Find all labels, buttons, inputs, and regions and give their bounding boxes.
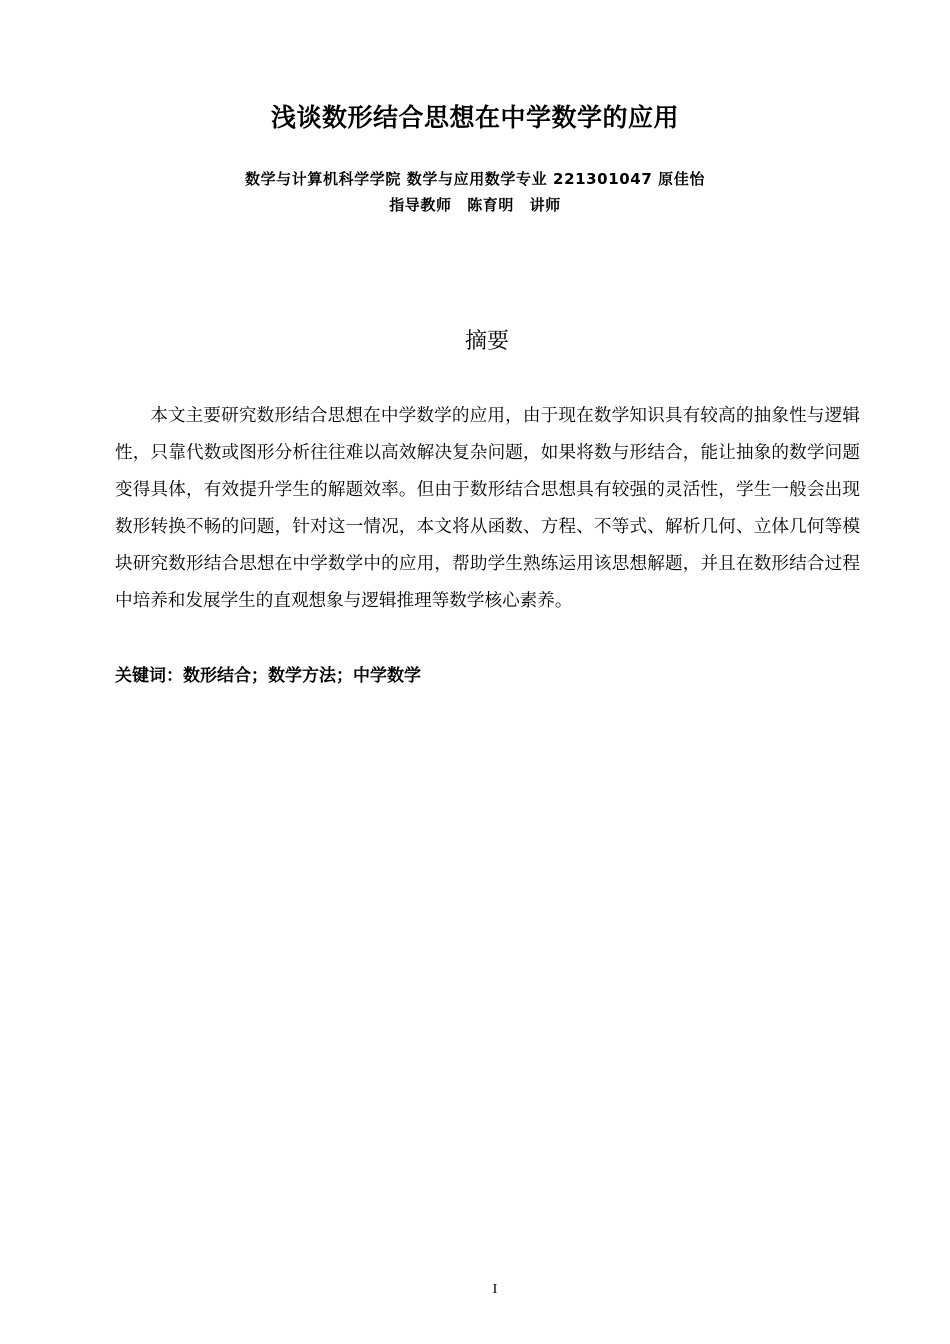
keywords-text: 数形结合；数学方法；中学数学 <box>183 666 421 686</box>
page-title: 浅谈数形结合思想在中学数学的应用 <box>270 103 679 132</box>
abstract-heading: 摘要 <box>464 329 509 354</box>
author-line: 数学与计算机科学学院 数学与应用数学专业 221301047 原佳怡 <box>244 170 705 188</box>
keywords <box>115 661 860 691</box>
advisor-line: 指导教师 陈育明 讲师 <box>389 196 561 214</box>
keywords-label: 关键词： <box>115 666 183 686</box>
page-number: I <box>492 1282 498 1297</box>
abstract-body: 本文主要研究数形结合思想在中学数学的应用，由于现在数学知识具有较高的抽象性与逻辑性，只靠代数或图形分析往往难以高效解决复杂问题，如果将数与形结合，能让抽象的数学问题变得具体，有效提升学生的解题效率。但由于数形结合思想具有较强的灵活性，学生一般会出现数形转换不畅的问题，针对这一情况，本文将从函数、方程、不等式、解析几何、立体几何等模块研究数形结合思想在中学数学中的应用，帮助学生熟练运用该思想解题，并且在数形结合过程中培养和发展学生的直观想象与逻辑推理等数学核心素养。 <box>115 406 860 611</box>
